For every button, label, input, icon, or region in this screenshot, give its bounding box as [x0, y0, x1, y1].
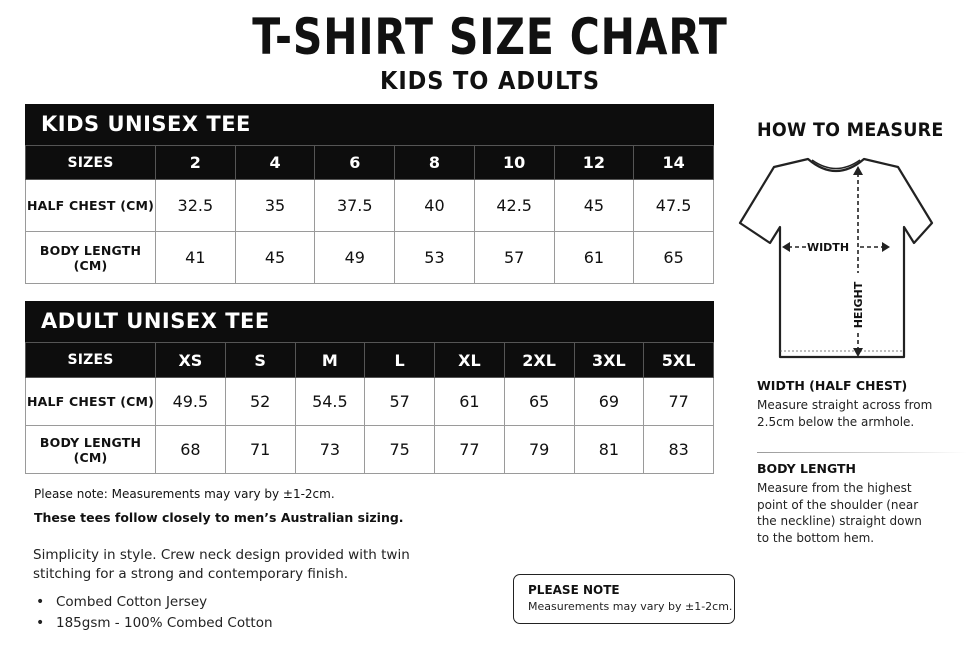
- row-label: BODY LENGTH (CM): [26, 232, 156, 284]
- table-cell: 32.5: [156, 180, 236, 232]
- adult-size-header-row: [26, 343, 714, 378]
- table-cell: 35: [235, 180, 315, 232]
- table-cell: 41: [156, 232, 236, 284]
- table-cell: 42.5: [474, 180, 554, 232]
- adult-size-l: L: [365, 343, 435, 378]
- please-note-title: PLEASE NOTE: [528, 583, 620, 597]
- table-cell: 71: [225, 426, 295, 474]
- adult-size-2xl: 2XL: [504, 343, 574, 378]
- sizes-header-label: SIZES: [26, 343, 156, 378]
- table-cell: 73: [295, 426, 365, 474]
- page-subtitle: KIDS TO ADULTS: [380, 66, 600, 95]
- table-cell: 75: [365, 426, 435, 474]
- please-note-text: Measurements may vary by ±1-2cm.: [528, 600, 733, 613]
- page-title: T-SHIRT SIZE CHART: [252, 8, 728, 66]
- row-label: BODY LENGTH (CM): [26, 426, 156, 474]
- width-label: WIDTH: [806, 241, 850, 254]
- table-cell: 54.5: [295, 378, 365, 426]
- table-cell: 61: [554, 232, 634, 284]
- table-cell: 52: [225, 378, 295, 426]
- kids-size-8: 8: [395, 146, 475, 180]
- table-cell: 83: [644, 426, 714, 474]
- kids-table-title: KIDS UNISEX TEE: [25, 104, 714, 145]
- table-cell: 49.5: [156, 378, 226, 426]
- adult-size-s: S: [225, 343, 295, 378]
- body-length-instructions: Measure from the highest point of the shoulder (near the neckline) straight down to the bottom hem.: [757, 481, 922, 545]
- list-item: [36, 593, 273, 614]
- width-heading: WIDTH (HALF CHEST): [757, 378, 908, 393]
- table-cell: 57: [365, 378, 435, 426]
- table-cell: 79: [504, 426, 574, 474]
- table-cell: 68: [156, 426, 226, 474]
- adult-size-5xl: 5XL: [644, 343, 714, 378]
- row-label: HALF CHEST (CM): [26, 180, 156, 232]
- section-divider: [757, 452, 967, 453]
- kids-body-length-row: [26, 232, 714, 284]
- kids-size-6: 6: [315, 146, 395, 180]
- adult-body-length-row: [26, 426, 714, 474]
- table-cell: 45: [554, 180, 634, 232]
- adult-size-xl: XL: [435, 343, 505, 378]
- table-cell: 37.5: [315, 180, 395, 232]
- table-cell: 69: [574, 378, 644, 426]
- feature-text: Combed Cotton Jersey: [56, 594, 208, 610]
- table-cell: 57: [474, 232, 554, 284]
- kids-size-10: 10: [474, 146, 554, 180]
- adult-size-m: M: [295, 343, 365, 378]
- adult-size-table: [25, 301, 714, 474]
- table-cell: 65: [634, 232, 714, 284]
- table-cell: 47.5: [634, 180, 714, 232]
- table-cell: 53: [395, 232, 475, 284]
- bullet-icon: •: [36, 615, 45, 631]
- kids-size-12: 12: [554, 146, 634, 180]
- list-item: [36, 614, 273, 635]
- adult-table-title: ADULT UNISEX TEE: [25, 301, 714, 342]
- bullet-icon: •: [36, 594, 45, 610]
- feature-list: [36, 593, 273, 635]
- kids-table-grid: [25, 145, 714, 284]
- kids-size-table: [25, 104, 714, 284]
- row-label: HALF CHEST (CM): [26, 378, 156, 426]
- kids-half-chest-row: [26, 180, 714, 232]
- kids-size-4: 4: [235, 146, 315, 180]
- feature-text: 185gsm - 100% Combed Cotton: [56, 615, 273, 631]
- how-to-measure-title: HOW TO MEASURE: [757, 119, 944, 141]
- table-cell: 65: [504, 378, 574, 426]
- table-cell: 40: [395, 180, 475, 232]
- adult-size-3xl: 3XL: [574, 343, 644, 378]
- body-length-heading: BODY LENGTH: [757, 461, 857, 476]
- adult-table-grid: [25, 342, 714, 474]
- width-instructions: Measure straight across from 2.5cm below the armhole.: [757, 398, 933, 429]
- table-cell: 77: [644, 378, 714, 426]
- kids-size-header-row: [26, 146, 714, 180]
- kids-size-2: 2: [156, 146, 236, 180]
- adult-half-chest-row: [26, 378, 714, 426]
- table-cell: 77: [435, 426, 505, 474]
- sizes-header-label: SIZES: [26, 146, 156, 180]
- variance-note: Please note: Measurements may vary by ±1-2cm.: [34, 487, 335, 501]
- table-cell: 49: [315, 232, 395, 284]
- kids-size-14: 14: [634, 146, 714, 180]
- sizing-note: These tees follow closely to men’s Australian sizing.: [34, 510, 404, 525]
- product-description: Simplicity in style. Crew neck design provided with twin stitching for a strong and contemporary finish.: [33, 547, 410, 582]
- table-cell: 61: [435, 378, 505, 426]
- please-note-box: [513, 574, 735, 624]
- shirt-shape: [740, 159, 932, 357]
- height-label: HEIGHT: [852, 281, 865, 329]
- table-cell: 81: [574, 426, 644, 474]
- table-cell: 45: [235, 232, 315, 284]
- adult-size-xs: XS: [156, 343, 226, 378]
- tshirt-outline-icon: [736, 153, 936, 365]
